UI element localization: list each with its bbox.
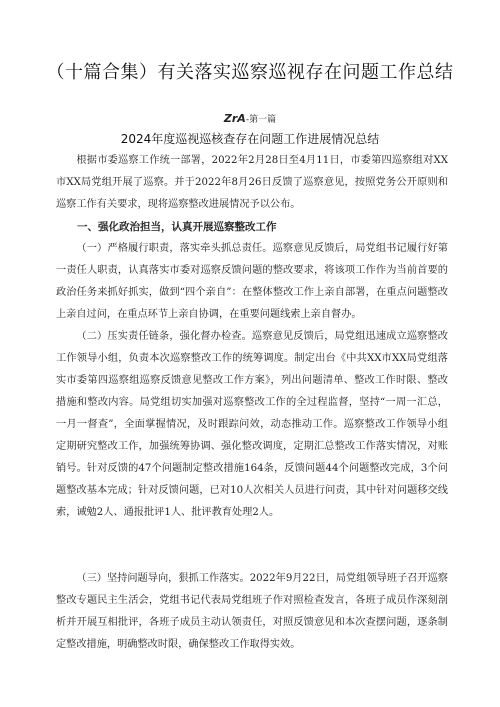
section-mark-code: ZrA [223,112,246,125]
document-title: （十篇合集）有关落实巡察巡视存在问题工作总结 [46,62,454,83]
paragraph-3: （三）坚持问题导向，狠抓工作落实。2022年9月22日，局党组领导班子召开巡察整改专题民主生活会，党组书记代表局党组班子作对照检查发言，各班子成员作深刻剖析并开展互相批评，各班子成员主动认领责任，对照反馈意见和本次查摆问题，逐条制定整改措施，明确整改时限，确保整改工作取得实效。 [56,573,448,650]
section-mark-text: -第一篇 [245,115,277,125]
section-heading-1: 一、强化政治担当，认真开展巡察整改工作 [77,221,277,233]
paragraph-1: （一）严格履行职责，落实牵头抓总责任。巡察意见反馈后，局党组书记履行好第一责任人职责，认真落实市委对巡察反馈问题的整改要求，将该项工作作为当前首要的政治任务来抓好抓实，做到“四个亲自”：在整体整改工作上亲自部署，在重点问题整改上亲自过问，在重点环节上亲自协调，在重要问题线索上亲自督办。 [56,243,448,320]
document-subtitle: 2024年度巡视巡核查存在问题工作进展情况总结 [120,132,380,146]
intro-paragraph: 根据市委巡察工作统一部署，2022年2月28日至4月11日，市委第四巡察组对XX市XX局党组开展了巡察。并于2022年8月26日反馈了巡察意见，按照党务公开原则和巡察工作有关要求，现将巡察整改进展情况予以公布。 [56,155,448,210]
paragraph-2: （二）压实责任链条，强化督办检查。巡察意见反馈后，局党组迅速成立巡察整改工作领导小组，负责本次巡察整改工作的统筹调度。制定出台《中共XX市XX局党组落实市委第四巡察组巡察反馈意见整改工作方案》，列出问题清单、整改工作时限、整改措施和整改内容。局党组切实加强对巡察整改工作的全过程监督，坚持“一周一汇总，一月一督查”，全面掌握情况，及时跟踪问效，动态推动工作。巡察整改工作领导小组定期研究整改工作，加强统筹协调、强化整改调度，定期汇总整改工作落实情况，对账销号。针对反馈的47个问题制定整改措施164条，反馈问题44个问题整改完成，3个问题整改基本完成；针对反馈问题，已对10人次相关人员进行问责，其中针对问题移交线索，诫勉2人、通报批评1人、批评教育处理2人。 [56,331,448,518]
section-mark [0,112,500,125]
